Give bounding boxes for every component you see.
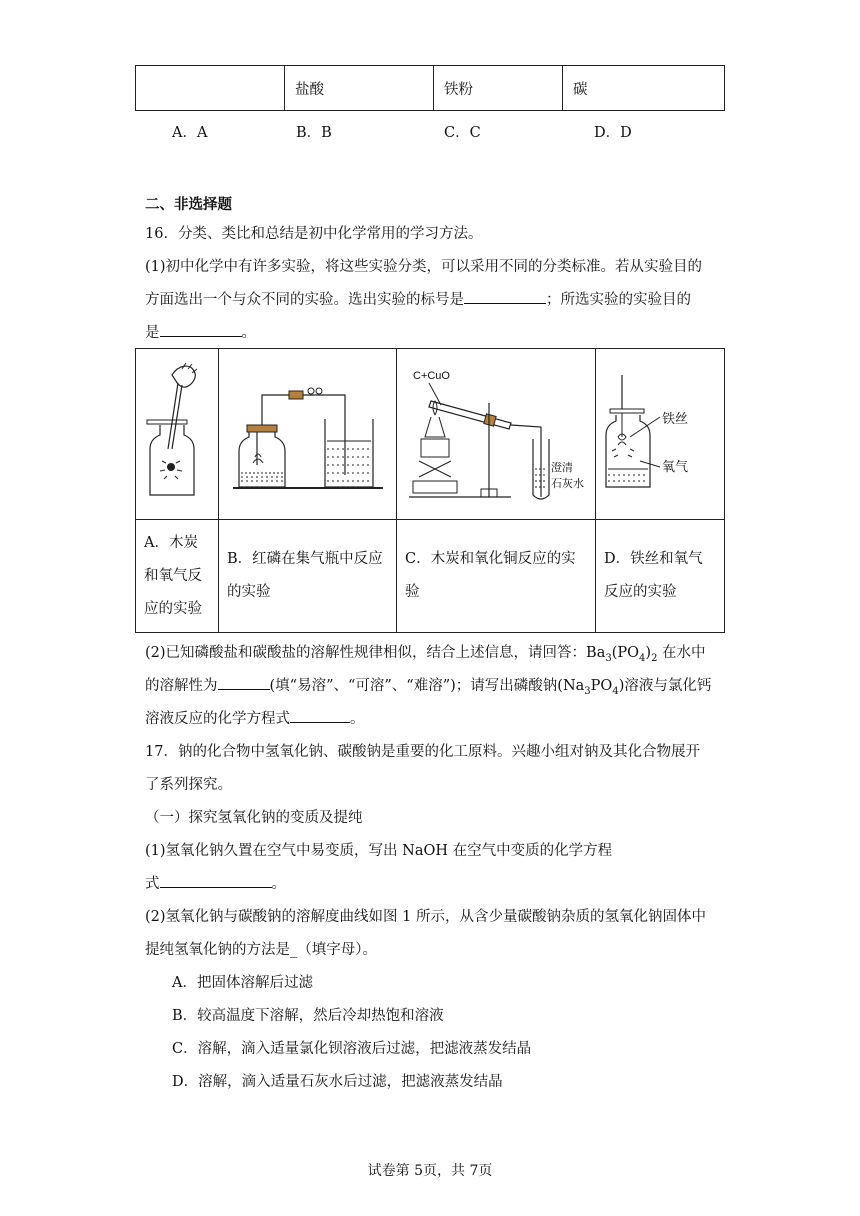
text: PO — [590, 678, 613, 694]
text: 。 — [271, 876, 286, 892]
answer-blank — [290, 708, 350, 723]
subscript: 4 — [639, 652, 646, 664]
table-row — [136, 66, 725, 111]
text: ；所选实验的实验目的 — [546, 292, 691, 308]
text: (2)已知磷酸盐和碳酸盐的溶解性规律相似，结合上述信息，请回答：Ba — [145, 645, 606, 661]
carbon-copper-oxide-figure — [401, 357, 591, 507]
option-b: B．B — [296, 125, 332, 141]
q17-choice-b: B．较高温度下溶解，然后冷却热饱和溶液 — [172, 1008, 444, 1024]
text: (PO — [611, 645, 640, 661]
page-footer: 试卷第 5页，共 7页 — [367, 1163, 493, 1179]
subscript: 3 — [584, 685, 591, 697]
option-b-cell: B．红磷在集气瓶中反应的实验 — [219, 520, 397, 633]
figure-d-cell — [596, 349, 725, 520]
q17-line1: 17．钠的化合物中氢氧化钠、碳酸钠是重要的化工原料。兴趣小组对钠及其化合物展开 — [145, 744, 700, 760]
figure-b-cell — [219, 349, 397, 520]
answer-table — [135, 65, 725, 111]
text: 溶液反应的化学方程式 — [145, 711, 290, 727]
q17-choice-c: C．溶解，滴入适量氯化钡溶液后过滤，把滤液蒸发结晶 — [172, 1041, 532, 1057]
text: 的溶解性为 — [145, 678, 218, 694]
table-cell: 铁粉 — [434, 66, 563, 111]
answer-blank — [160, 873, 272, 888]
q16-p2-line3 — [145, 707, 365, 728]
experiment-table — [135, 348, 725, 633]
q17-p2-line2: 提纯氢氧化钠的方法是_（填字母）。 — [145, 942, 377, 958]
c-cuo-label: C+CuO — [413, 370, 450, 382]
text: (填“易溶”、“可溶”、“难溶”)；请写出磷酸钠(Na — [269, 678, 585, 694]
option-a-cell: A．木炭和氧气反应的实验 — [136, 520, 219, 633]
table-cell: 盐酸 — [285, 66, 434, 111]
text: 是 — [145, 325, 160, 341]
text: ) — [645, 645, 652, 661]
q17-line2: 了系列探究。 — [145, 777, 232, 793]
q16-stem: 16．分类、类比和总结是初中化学常用的学习方法。 — [145, 226, 483, 242]
iron-wire-figure — [600, 357, 720, 507]
q17-p1-line2 — [145, 872, 286, 893]
subscript: 3 — [605, 652, 612, 664]
answer-blank — [464, 289, 546, 304]
q16-p1-line1: (1)初中化学中有许多实验，将这些实验分类，可以采用不同的分类标准。若从实验目的 — [145, 259, 703, 275]
table-row — [136, 520, 725, 633]
q16-p1-line3 — [145, 321, 256, 342]
limewater-label-2: 石灰水 — [551, 477, 584, 490]
text: 。 — [350, 711, 365, 727]
option-a: A．A — [172, 125, 208, 141]
oxygen-label: 氧气 — [662, 460, 689, 475]
q17-choice-a: A．把固体溶解后过滤 — [172, 975, 313, 991]
section-title: 二、非选择题 — [145, 196, 232, 213]
q17-choice-d: D．溶解，滴入适量石灰水后过滤，把滤液蒸发结晶 — [172, 1074, 503, 1090]
limewater-label-1: 澄清 — [551, 461, 573, 474]
red-phosphorus-figure — [233, 357, 383, 507]
option-c: C．C — [444, 125, 481, 141]
subscript: 2 — [651, 652, 658, 664]
text: 在水中 — [657, 645, 706, 661]
table-cell — [136, 66, 285, 111]
charcoal-oxygen-figure — [142, 357, 212, 507]
table-cell: 碳 — [563, 66, 725, 111]
figure-a-cell — [136, 349, 219, 520]
table-row — [136, 349, 725, 520]
text: )溶液与氯化钙 — [618, 678, 712, 694]
answer-blank — [218, 675, 270, 690]
q16-p2-line2 — [145, 674, 711, 697]
option-d-cell: D．铁丝和氧气反应的实验 — [596, 520, 725, 633]
subscript: 4 — [612, 685, 619, 697]
option-c-cell: C．木炭和氧化铜反应的实验 — [397, 520, 596, 633]
q17-p2-line1: (2)氢氧化钠与碳酸钠的溶解度曲线如图 1 所示，从含少量碳酸钠杂质的氢氧化钠固体中 — [145, 909, 706, 925]
iron-wire-label: 铁丝 — [662, 412, 689, 427]
text: 。 — [241, 325, 256, 341]
q16-p1-line2 — [145, 288, 691, 309]
q16-p2-line1 — [145, 641, 706, 664]
option-d: D．D — [594, 125, 632, 141]
text: 式 — [145, 876, 160, 892]
figure-c-cell — [397, 349, 596, 520]
answer-blank — [160, 322, 242, 337]
q17-p1-line1: (1)氢氧化钠久置在空气中易变质，写出 NaOH 在空气中变质的化学方程 — [145, 843, 613, 859]
text: 方面选出一个与众不同的实验。选出实验的标号是 — [145, 292, 464, 308]
q17-part1-title: （一）探究氢氧化钠的变质及提纯 — [145, 810, 363, 826]
